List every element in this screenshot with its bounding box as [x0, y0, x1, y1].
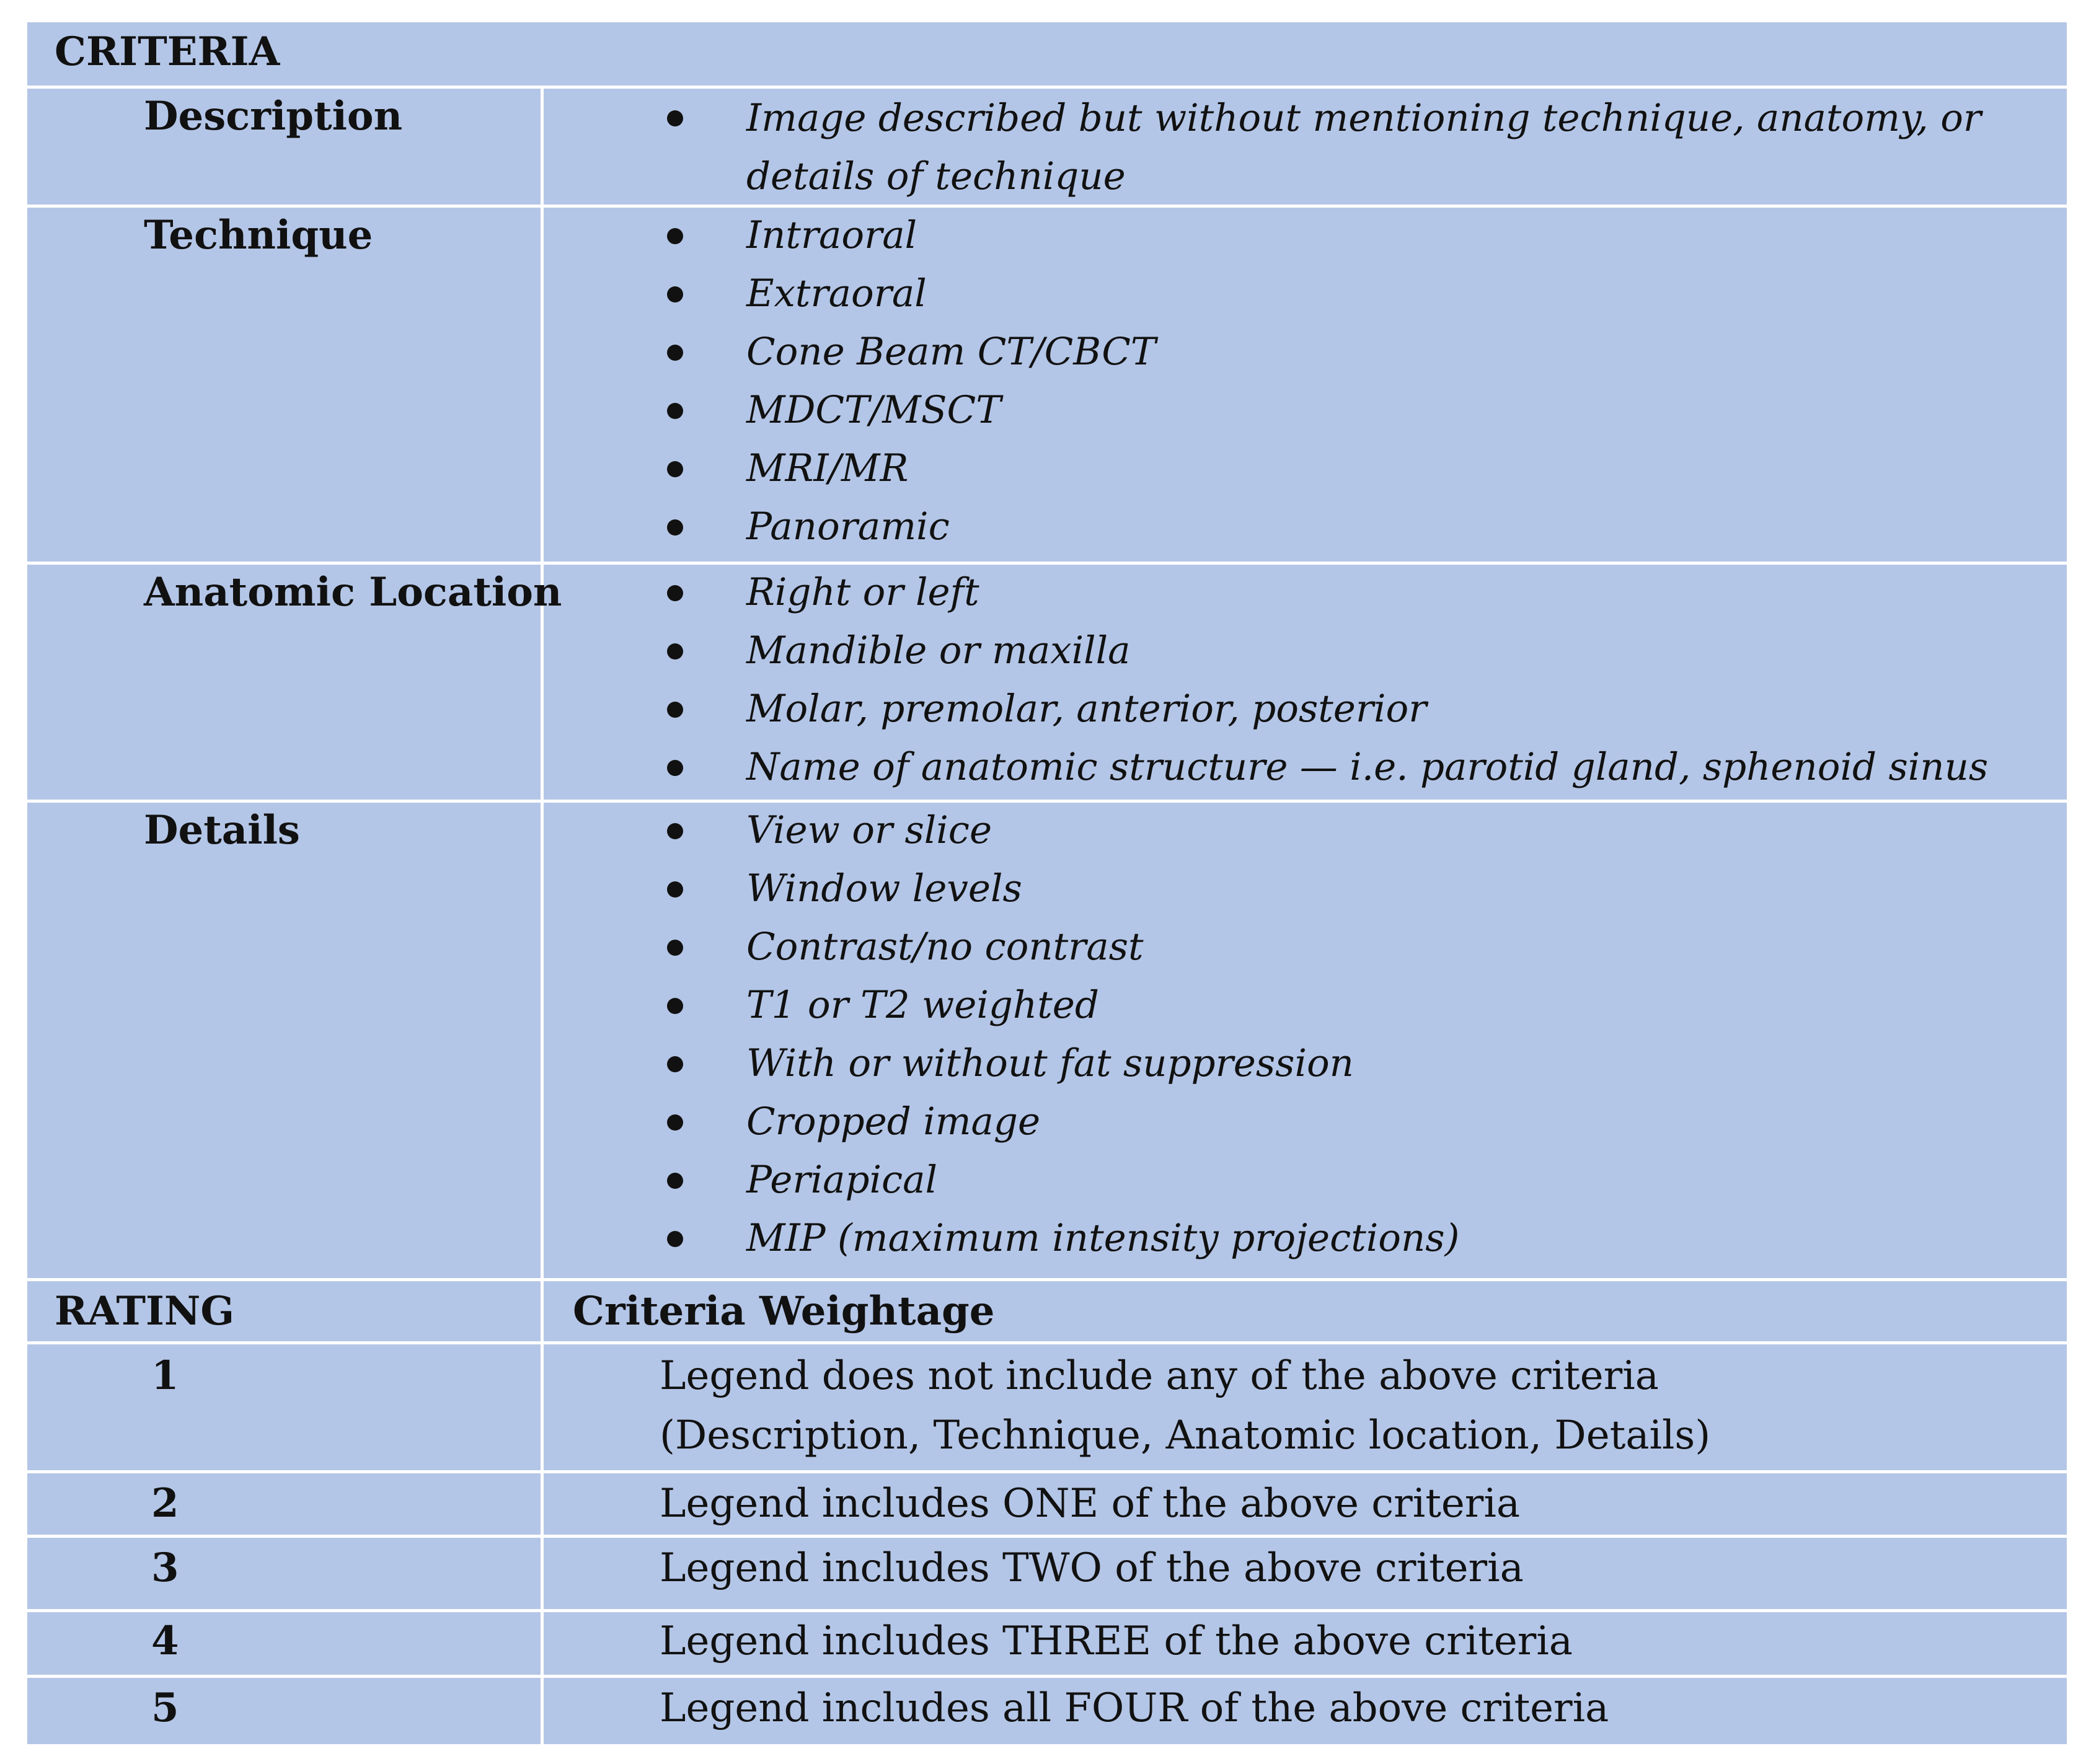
row-divider — [27, 86, 2067, 89]
rating-number: 2 — [151, 1480, 179, 1527]
criteria-item-text: Cone Beam CT/CBCT — [746, 330, 1156, 374]
rating-number: 1 — [151, 1352, 179, 1399]
bullet-icon — [667, 1173, 683, 1189]
weightage-header: Criteria Weightage — [573, 1288, 995, 1334]
row-divider — [27, 205, 2067, 208]
rating-description-line: Legend includes TWO of the above criteria — [660, 1545, 1524, 1591]
rating-number: 3 — [151, 1545, 179, 1591]
row-divider — [27, 800, 2067, 803]
rating-number: 5 — [151, 1685, 179, 1731]
rating-description — [660, 1538, 1524, 1598]
rating-description — [660, 1346, 1710, 1465]
bullet-icon — [667, 1231, 683, 1247]
bullet-icon — [667, 643, 683, 659]
rating-description — [660, 1474, 1520, 1533]
criteria-label-description: Description — [144, 93, 403, 139]
rating-description — [660, 1678, 1609, 1738]
bullet-icon — [667, 403, 683, 419]
row-divider — [27, 1278, 2067, 1281]
row-divider — [27, 1535, 2067, 1538]
criteria-item-text: MRI/MR — [746, 446, 909, 490]
criteria-item-text: T1 or T2 weighted — [746, 983, 1099, 1027]
criteria-item-text: Contrast/no contrast — [746, 925, 1144, 969]
criteria-item-text: With or without fat suppression — [746, 1041, 1354, 1085]
criteria-rating-table — [27, 22, 2067, 1744]
rating-number: 4 — [151, 1618, 179, 1664]
bullet-icon — [667, 110, 683, 126]
criteria-item-text: MIP (maximum intensity projections) — [746, 1216, 1460, 1260]
row-divider — [27, 1470, 2067, 1473]
bullet-icon — [667, 286, 683, 302]
bullet-icon — [667, 940, 683, 956]
criteria-item-text: Window levels — [746, 867, 1022, 911]
criteria-item-text: MDCT/MSCT — [746, 388, 1001, 432]
bullet-icon — [667, 760, 683, 776]
bullet-icon — [667, 228, 683, 244]
criteria-item-text: Intraoral — [746, 213, 917, 257]
rating-header: RATING — [55, 1288, 235, 1334]
bullet-icon — [667, 881, 683, 897]
bullet-icon — [667, 1056, 683, 1072]
bullet-icon — [667, 345, 683, 361]
rating-description — [660, 1612, 1573, 1671]
row-divider — [27, 1341, 2067, 1344]
bullet-icon — [667, 585, 683, 601]
criteria-item-text: Right or left — [746, 570, 979, 614]
criteria-item-text: Name of anatomic structure — i.e. parotid gland, sphenoid sinus — [746, 745, 1989, 789]
bullet-icon — [667, 1114, 683, 1131]
criteria-item-text: View or slice — [746, 808, 992, 852]
criteria-item-text: Cropped image — [746, 1100, 1041, 1144]
criteria-item-text: Mandible or maxilla — [746, 628, 1131, 673]
criteria-label-technique: Technique — [144, 212, 373, 258]
criteria-item-text: Molar, premolar, anterior, posterior — [746, 687, 1427, 731]
description-item-text: Image described but without mentioning technique, anatomy, or details of technique — [746, 96, 1982, 198]
row-divider — [27, 1675, 2067, 1678]
criteria-item-text: Extraoral — [746, 271, 927, 315]
criteria-label-anatomic-location: Anatomic Location — [144, 569, 562, 615]
criteria-label-details: Details — [144, 807, 300, 853]
bullet-icon — [667, 998, 683, 1014]
rating-description-line: Legend includes ONE of the above criteria — [660, 1481, 1520, 1527]
bullet-icon — [667, 461, 683, 477]
criteria-item-text: Periapical — [746, 1158, 938, 1202]
bullet-icon — [667, 823, 683, 839]
criteria-header: CRITERIA — [55, 29, 280, 75]
column-divider — [541, 89, 544, 1281]
rating-description-line: Legend does not include any of the above criteria — [660, 1353, 1659, 1399]
rating-description-line: Legend includes THREE of the above criteria — [660, 1618, 1573, 1664]
rating-description-line: Legend includes all FOUR of the above criteria — [660, 1685, 1609, 1731]
rating-description-line: (Description, Technique, Anatomic location, Details) — [660, 1413, 1711, 1458]
bullet-icon — [667, 702, 683, 718]
row-divider — [27, 562, 2067, 565]
bullet-icon — [667, 519, 683, 536]
criteria-item-text: Panoramic — [746, 505, 950, 549]
